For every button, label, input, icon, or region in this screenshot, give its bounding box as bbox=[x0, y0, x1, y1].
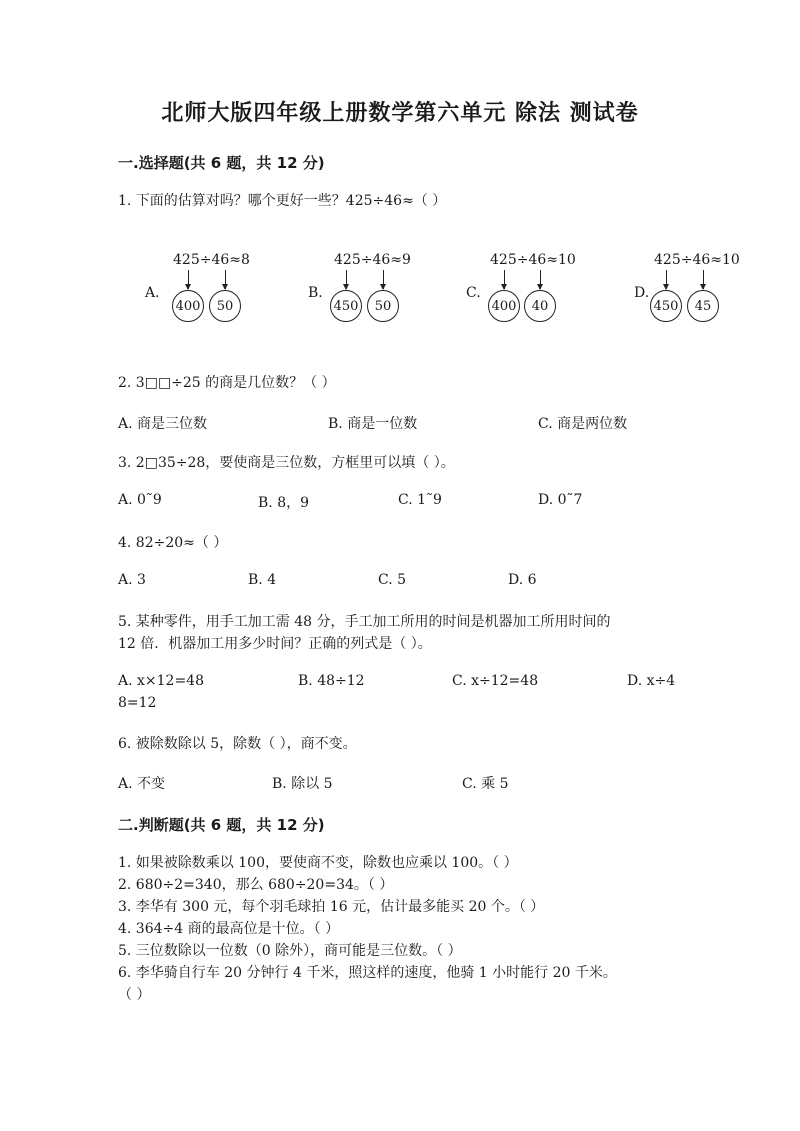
option-4c: C. 5 bbox=[378, 572, 407, 588]
judge-item-6-bracket: （ ） bbox=[118, 987, 151, 1003]
option-4a: A. 3 bbox=[118, 572, 146, 588]
question-5-line-2: 12 倍．机器加工用多少时间？正确的列式是（ ）。 bbox=[118, 636, 432, 652]
section-heading-choice: 一.选择题(共 6 题，共 12 分) bbox=[118, 154, 325, 172]
arrow-icon bbox=[188, 270, 189, 289]
arrow-icon bbox=[225, 270, 226, 289]
arrow-icon bbox=[504, 270, 505, 289]
figure-expression: 425÷46≈8 bbox=[173, 252, 250, 268]
arrow-icon bbox=[346, 270, 347, 289]
option-3d: D. 0˜7 bbox=[538, 492, 583, 508]
figure-letter: B. bbox=[308, 285, 323, 301]
figure-option-d bbox=[634, 252, 764, 332]
judge-item-2: 2. 680÷2=340，那么 680÷20=34。（ ） bbox=[118, 877, 394, 893]
figure-letter: A. bbox=[145, 285, 160, 301]
option-6b: B. 除以 5 bbox=[272, 776, 333, 792]
question-4: 4. 82÷20≈（ ） bbox=[118, 535, 228, 551]
option-5b: B. 48÷12 bbox=[298, 673, 365, 689]
question-1: 1. 下面的估算对吗？哪个更好一些？425÷46≈（ ） bbox=[118, 193, 447, 209]
arrow-icon bbox=[383, 270, 384, 289]
option-2b: B. 商是一位数 bbox=[328, 416, 418, 432]
estimate-circle: 450 bbox=[650, 290, 682, 322]
question-2: 2. 3□□÷25 的商是几位数？（ ） bbox=[118, 375, 336, 391]
figure-expression: 425÷46≈10 bbox=[654, 252, 740, 268]
option-3a: A. 0˜9 bbox=[118, 492, 162, 508]
judge-item-5: 5. 三位数除以一位数（0 除外），商可能是三位数。（ ） bbox=[118, 943, 462, 959]
judge-item-4: 4. 364÷4 商的最高位是十位。（ ） bbox=[118, 921, 340, 937]
section-heading-judge: 二.判断题(共 6 题，共 12 分) bbox=[118, 816, 325, 834]
option-3c: C. 1˜9 bbox=[398, 492, 442, 508]
figure-option-a bbox=[145, 252, 265, 332]
estimate-circle: 45 bbox=[687, 290, 719, 322]
figure-letter: D. bbox=[634, 285, 650, 301]
judge-item-6: 6. 李华骑自行车 20 分钟行 4 千米，照这样的速度，他骑 1 小时能行 20 千米。 bbox=[118, 965, 617, 981]
figure-expression: 425÷46≈9 bbox=[334, 252, 411, 268]
estimate-circle: 400 bbox=[172, 290, 204, 322]
figure-letter: C. bbox=[466, 285, 481, 301]
question-3: 3. 2□35÷28，要使商是三位数，方框里可以填（ ）。 bbox=[118, 455, 455, 471]
arrow-icon bbox=[703, 270, 704, 289]
option-5c: C. x÷12=48 bbox=[452, 673, 539, 689]
figure-option-b bbox=[308, 252, 428, 332]
option-2c: C. 商是两位数 bbox=[538, 416, 628, 432]
arrow-icon bbox=[666, 270, 667, 289]
arrow-icon bbox=[540, 270, 541, 289]
option-5a: A. x×12=48 bbox=[118, 673, 204, 689]
option-3b: B. 8，9 bbox=[258, 495, 310, 511]
question-5-line-1: 5. 某种零件，用手工加工需 48 分，手工加工所用的时间是机器加工所用时间的 bbox=[118, 614, 611, 630]
option-5d-overflow: 8=12 bbox=[118, 695, 157, 711]
option-2a: A. 商是三位数 bbox=[118, 416, 208, 432]
estimate-circle: 450 bbox=[330, 290, 362, 322]
figure-expression: 425÷46≈10 bbox=[490, 252, 576, 268]
page-title: 北师大版四年级上册数学第六单元 除法 测试卷 bbox=[161, 101, 639, 126]
option-5d: D. x÷4 bbox=[627, 673, 676, 689]
option-4b: B. 4 bbox=[248, 572, 277, 588]
option-6c: C. 乘 5 bbox=[462, 776, 509, 792]
option-4d: D. 6 bbox=[508, 572, 537, 588]
question-6: 6. 被除数除以 5，除数（ ），商不变。 bbox=[118, 736, 357, 752]
estimate-circle: 40 bbox=[524, 290, 556, 322]
figure-option-c bbox=[466, 252, 596, 332]
option-6a: A. 不变 bbox=[118, 776, 166, 792]
estimate-circle: 50 bbox=[367, 290, 399, 322]
estimate-circle: 50 bbox=[209, 290, 241, 322]
estimate-circle: 400 bbox=[488, 290, 520, 322]
judge-item-1: 1. 如果被除数乘以 100，要使商不变，除数也应乘以 100。（ ） bbox=[118, 855, 518, 871]
judge-item-3: 3. 李华有 300 元，每个羽毛球拍 16 元，估计最多能买 20 个。（ ） bbox=[118, 899, 545, 915]
